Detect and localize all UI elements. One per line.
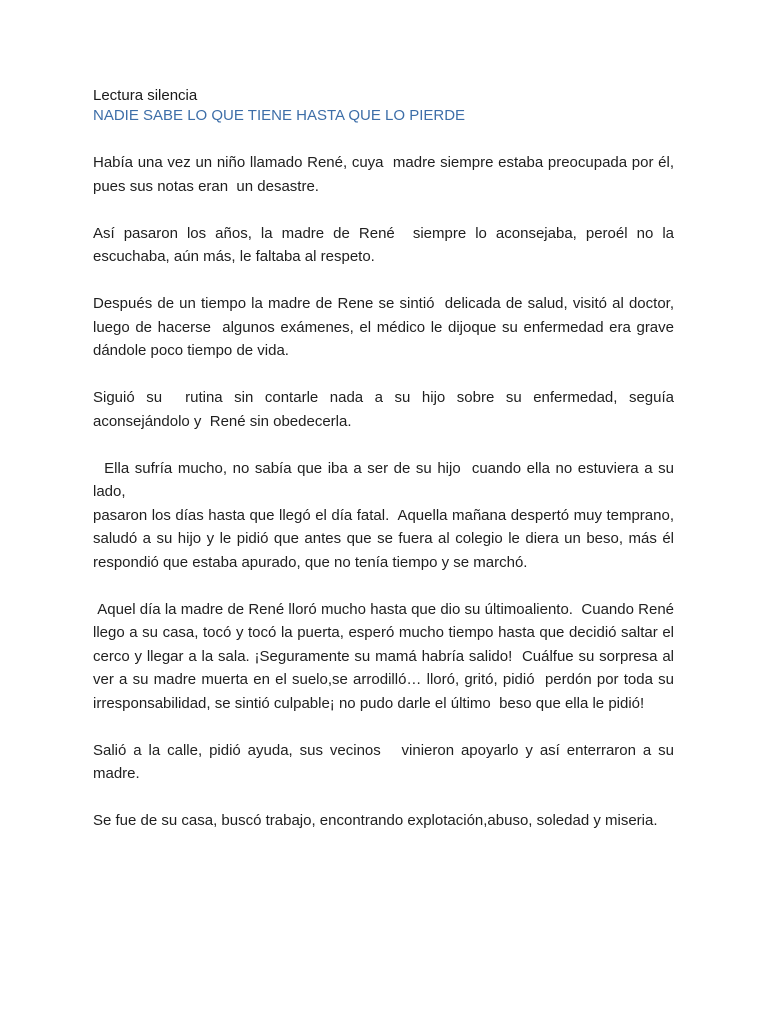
paragraph-9: Se fue de su casa, buscó trabajo, encontrando explotación,abuso, soledad y miseria. — [93, 812, 658, 829]
paragraph-8: Salió a la calle, pidió ayuda, sus vecinos vinieron apoyarlo y así enterraron a su madre. — [93, 741, 679, 782]
document-body — [93, 151, 683, 833]
document-page — [93, 86, 683, 856]
paragraph-4: Siguió su rutina sin contarle nada a su hijo sobre su enfermedad, seguía aconsejándolo y René sin obedecerla. — [93, 389, 679, 430]
document-title: NADIE SABE LO QUE TIENE HASTA QUE LO PIERDE — [93, 107, 466, 124]
paragraph-5: Ella sufría mucho, no sabía que iba a ser de su hijo cuando ella no estuviera a su lado, — [93, 459, 679, 500]
paragraph-3: Después de un tiempo la madre de Rene se sintió delicada de salud, visitó al doctor, luego de hacerse algunos exámenes, el médico le dijoque su enfermedad era grave dándole poco tiempo de vida. — [93, 295, 679, 359]
paragraph-6: pasaron los días hasta que llegó el día fatal. Aquella mañana despertó muy temprano, saludó a su hijo y le pidió que antes que se fuera al colegio le diera un beso, más él respondió que estaba apurado, que no tenía tiempo y se marchó. — [93, 506, 679, 571]
paragraph-7: Aquel día la madre de René lloró mucho hasta que dio su últimoaliento. Cuando René llego a su casa, tocó y tocó la puerta, esperó mucho tiempo hasta que decidió saltar el cerco y llegar a la sala. ¡Seguramente su mamá habría salido! Cuálfue su sorpresa al ver a su madre muerta en el suelo,se arrodilló… lloró, gritó, pidió perdón por toda su irresponsabilidad, se sintió culpable¡ no pudo darle el último beso que ella le pidió! — [93, 600, 683, 712]
paragraph-2: Así pasaron los años, la madre de René siempre lo aconsejaba, peroél no la escuchaba, aún más, le faltaba al respeto. — [93, 224, 679, 265]
paragraph-1: Había una vez un niño llamado René, cuya madre siempre estaba preocupada por él, pues sus notas eran un desastre. — [93, 154, 679, 195]
document-label: Lectura silencia — [93, 87, 198, 104]
